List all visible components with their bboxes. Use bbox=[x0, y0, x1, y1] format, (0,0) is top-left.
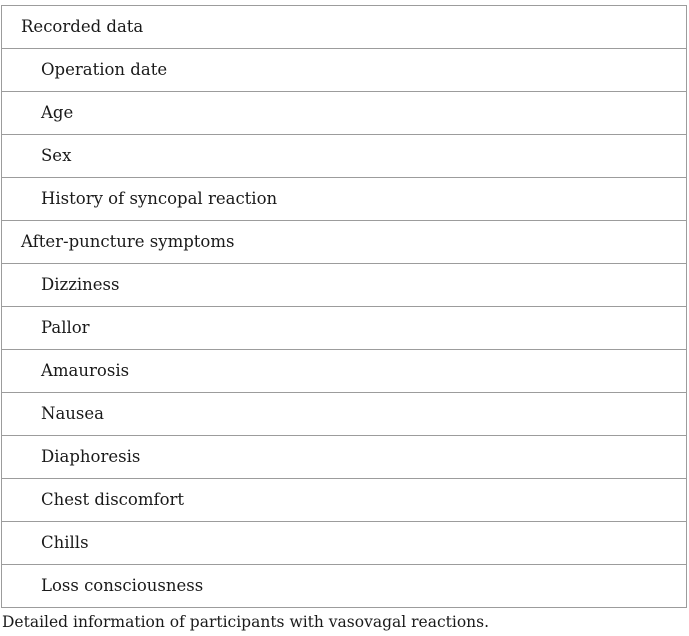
table-row bbox=[2, 392, 686, 435]
row-label: Age bbox=[41, 102, 74, 122]
row-label: Pallor bbox=[41, 317, 90, 337]
table-row bbox=[2, 177, 686, 220]
row-label: Chills bbox=[41, 532, 89, 552]
row-label: Sex bbox=[41, 145, 72, 165]
table-row bbox=[2, 521, 686, 564]
table-row bbox=[2, 435, 686, 478]
data-table bbox=[1, 5, 687, 608]
table-row bbox=[2, 263, 686, 306]
row-label: Loss consciousness bbox=[41, 575, 204, 595]
row-label: Nausea bbox=[41, 403, 104, 423]
row-label: Dizziness bbox=[41, 274, 120, 294]
table-row bbox=[2, 564, 686, 607]
row-label: After-puncture symptoms bbox=[21, 231, 235, 251]
row-label: History of syncopal reaction bbox=[41, 188, 278, 208]
table-row bbox=[2, 478, 686, 521]
section-header-after-puncture-symptoms bbox=[2, 220, 686, 263]
table-row bbox=[2, 134, 686, 177]
table-caption: Detailed information of participants with vasovagal reactions. bbox=[2, 613, 490, 631]
row-label: Diaphoresis bbox=[41, 446, 141, 466]
row-label: Chest discomfort bbox=[41, 489, 185, 509]
table-row bbox=[2, 306, 686, 349]
table-row bbox=[2, 48, 686, 91]
section-header-recorded-data bbox=[2, 6, 686, 48]
row-label: Operation date bbox=[41, 59, 168, 79]
row-label: Recorded data bbox=[21, 16, 144, 36]
row-label: Amaurosis bbox=[41, 360, 130, 380]
table-row bbox=[2, 91, 686, 134]
table-row bbox=[2, 349, 686, 392]
